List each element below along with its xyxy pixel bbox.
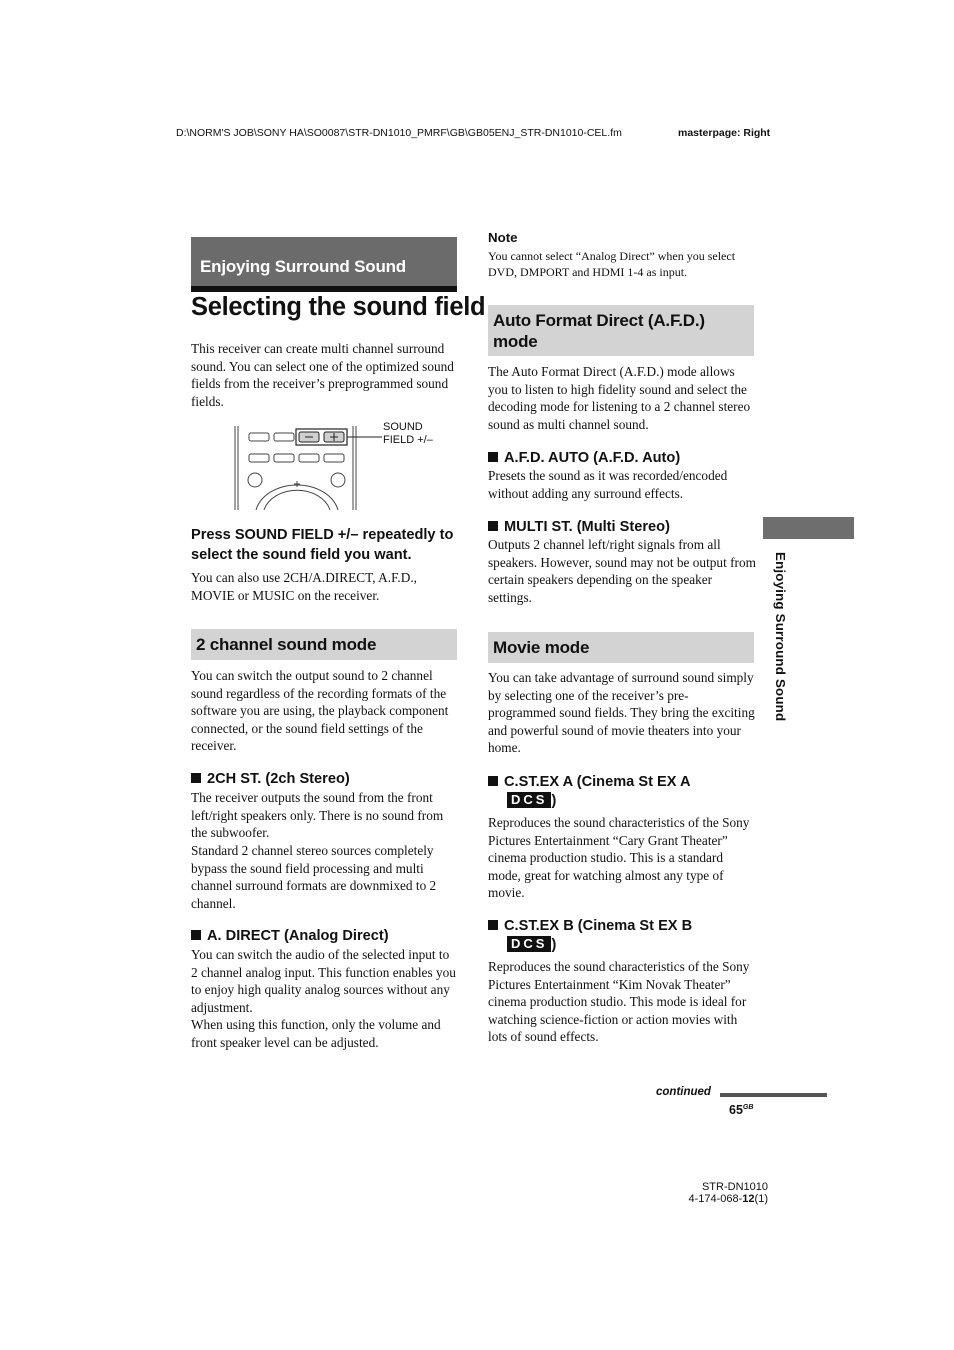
analog-direct-text-2: When using this function, only the volume and front speaker level can be adjusted. bbox=[191, 1017, 441, 1050]
dcs-badge: DCS bbox=[507, 792, 551, 808]
movie-heading: Movie mode bbox=[493, 638, 590, 657]
note-text: You cannot select “Analog Direct” when you select DVD, DMPORT and HDMI 1-4 as input. bbox=[488, 249, 736, 279]
continued-rule bbox=[720, 1093, 827, 1097]
section-title: Enjoying Surround Sound bbox=[200, 257, 406, 276]
analog-direct-subheading: A. DIRECT (Analog Direct) bbox=[191, 927, 389, 946]
cinema-b-subheading: C.ST.EX B (Cinema St EX B DCS ) bbox=[488, 917, 692, 955]
note-heading: Note bbox=[488, 230, 518, 245]
two-channel-heading: 2 channel sound mode bbox=[196, 635, 377, 654]
page-title: Selecting the sound field bbox=[191, 293, 486, 321]
stereo-text-2: Standard 2 channel stereo sources completely bypass the sound field processing and multi channel surround formats are downmixed to 2 channel. bbox=[191, 843, 437, 911]
movie-intro: You can take advantage of surround sound simply by selecting one of the receiver’s pre-programmed sound fields. They bring the exciting and powerful sound of movie theaters into your home. bbox=[488, 670, 755, 756]
multi-stereo-text: Outputs 2 channel left/right signals from all speakers. However, sound may not be output from certain speakers depending on the speaker settings. bbox=[488, 537, 756, 605]
remote-button bbox=[324, 454, 344, 462]
afd-auto-subheading: A.F.D. AUTO (A.F.D. Auto) bbox=[488, 449, 680, 468]
page-number: $65^{GB}$ bbox=[729, 1103, 754, 1117]
masterpage-label: masterpage: Right bbox=[678, 127, 771, 139]
bullet-square-icon bbox=[488, 776, 498, 786]
remote-button bbox=[299, 454, 319, 462]
bullet-square-icon bbox=[488, 452, 498, 462]
side-chapter-label: Enjoying Surround Sound bbox=[773, 552, 788, 722]
remote-button bbox=[249, 433, 269, 441]
side-tab-marker bbox=[763, 517, 854, 539]
remote-button bbox=[249, 454, 269, 462]
bullet-square-icon bbox=[191, 930, 201, 940]
analog-direct-text: You can switch the audio of the selected input to 2 channel analog input. This function enables you to enjoy high quality analog sources without any adjustment. bbox=[191, 947, 456, 1015]
dcs-badge: DCS bbox=[507, 936, 551, 952]
cinema-b-text: Reproduces the sound characteristics of the Sony Pictures Entertainment “Kim Novak Theater” cinema production studio. This mode is ideal for watching science-fiction or action movies with lots of sound effects. bbox=[488, 959, 750, 1045]
model-number: STR-DN1010 bbox=[701, 1181, 768, 1193]
stereo-text: The receiver outputs the sound from the front left/right speakers only. There is no sound from the subwoofer. bbox=[191, 790, 444, 841]
afd-auto-text: Presets the sound as it was recorded/encoded without adding any surround effects. bbox=[488, 468, 728, 501]
afd-heading: Auto Format Direct (A.F.D.) mode bbox=[493, 311, 705, 351]
two-channel-heading-box bbox=[191, 629, 457, 660]
sound-field-label: SOUND FIELD +/– bbox=[383, 421, 433, 446]
cinema-a-subheading: C.ST.EX A (Cinema St EX A DCS ) bbox=[488, 773, 691, 811]
movie-heading-box bbox=[488, 632, 754, 663]
cinema-a-text: Reproduces the sound characteristics of the Sony Pictures Entertainment “Cary Grant Theater” cinema production studio. This is a standard mode, great for watching almost any type of movie. bbox=[488, 815, 750, 901]
continued-label: continued bbox=[656, 1086, 711, 1098]
instruction-text: You can also use 2CH/A.DIRECT, A.F.D., MOVIE or MUSIC on the receiver. bbox=[191, 570, 417, 603]
two-channel-intro: You can switch the output sound to 2 channel sound regardless of the recording formats of the software you are using, the playback component connected, or the sound field settings of the receiver. bbox=[191, 668, 449, 754]
intro-paragraph: This receiver can create multi channel surround sound. You can select one of the optimized sound fields from the receiver’s preprogrammed sound fields. bbox=[191, 341, 454, 409]
document-code: 4-174-068-12(1) bbox=[688, 1193, 768, 1205]
bullet-square-icon bbox=[191, 773, 201, 783]
bullet-square-icon bbox=[488, 521, 498, 531]
afd-heading-box bbox=[488, 305, 754, 356]
section-rule bbox=[191, 286, 457, 292]
file-path-header: D:\NORM'S JOB\SONY HA\SO0087\STR-DN1010_PMRF\GB\GB05ENJ_STR-DN1010-CEL.fm bbox=[176, 127, 622, 139]
bullet-square-icon bbox=[488, 920, 498, 930]
remote-button bbox=[274, 433, 294, 441]
section-banner bbox=[191, 237, 457, 286]
instruction-heading: Press SOUND FIELD +/– repeatedly to select the sound field you want. bbox=[191, 527, 454, 563]
multi-stereo-subheading: MULTI ST. (Multi Stereo) bbox=[488, 518, 670, 537]
stereo-subheading: 2CH ST. (2ch Stereo) bbox=[191, 770, 350, 789]
remote-button bbox=[274, 454, 294, 462]
afd-intro: The Auto Format Direct (A.F.D.) mode allows you to listen to high fidelity sound and select the decoding mode for listening to a 2 channel stereo sound as multi channel sound. bbox=[488, 364, 751, 432]
